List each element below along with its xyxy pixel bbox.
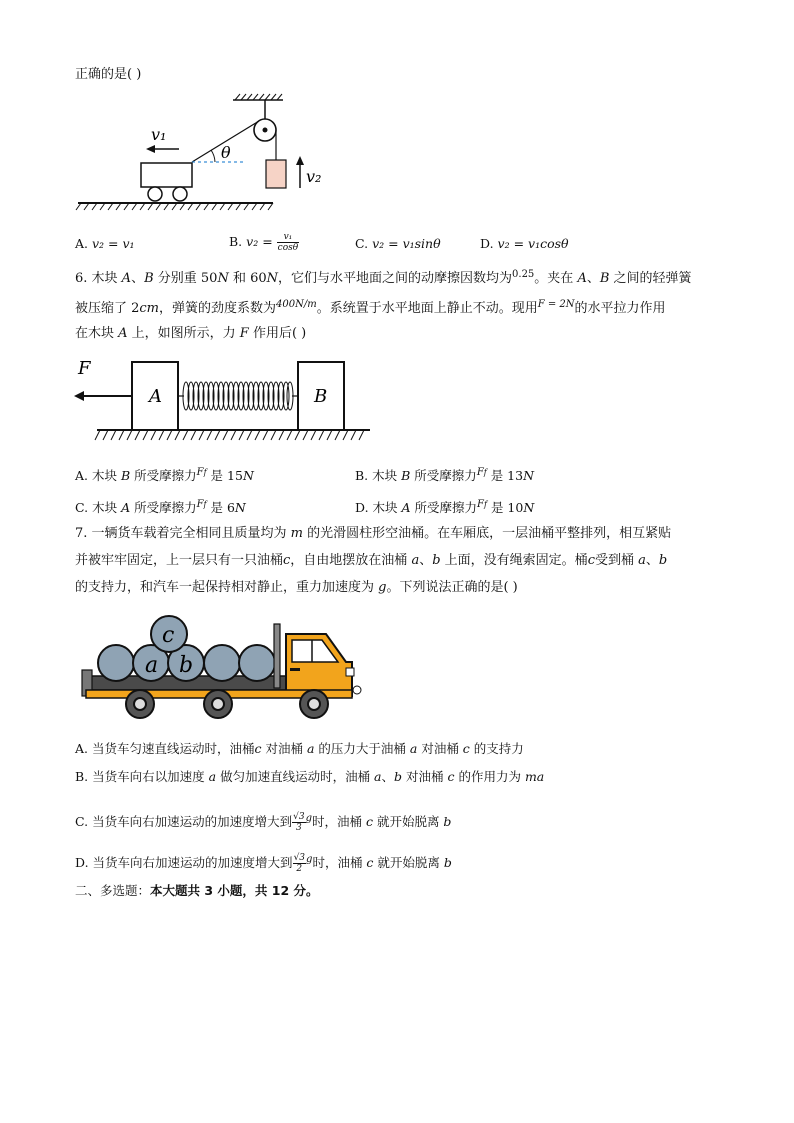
q7-text: ，自由地摆放在油桶 bbox=[290, 553, 412, 568]
q5-stem-tail: 正确的是( ) bbox=[75, 67, 142, 82]
q7-text: 的支持力，和汽车一起保持相对静止，重力加速度为 bbox=[75, 580, 379, 595]
block-b-label: B bbox=[314, 386, 328, 407]
option-var-g: g bbox=[305, 813, 312, 824]
q5-option-b[interactable] bbox=[229, 232, 299, 253]
q7-text: 7. 一辆货车载着完全相同且质量均为 bbox=[75, 526, 291, 541]
fraction-numerator: √3 bbox=[293, 853, 306, 863]
q5-option-a-expr: v₂ = v₁ bbox=[92, 236, 135, 251]
q6-stem-line3 bbox=[75, 325, 306, 343]
option-text: 是 15 bbox=[206, 468, 243, 483]
q7-stem-line1 bbox=[75, 525, 671, 543]
q5-option-b-numerator: v₁ bbox=[277, 232, 300, 243]
option-var: c bbox=[365, 814, 373, 829]
q7-option-d-fraction bbox=[293, 853, 306, 874]
option-var: A bbox=[121, 500, 131, 515]
q6-text: 在木块 bbox=[75, 326, 119, 341]
v2-label: v₂ bbox=[306, 167, 322, 186]
q6-text: 、 bbox=[131, 271, 145, 286]
option-unit: N bbox=[523, 500, 535, 515]
option-text: 当货车向右加速运动的加速度增大到 bbox=[92, 855, 293, 870]
option-text: 当货车向右加速运动的加速度增大到 bbox=[92, 814, 293, 829]
option-text: 就开始脱离 bbox=[372, 814, 444, 829]
option-text: 、 bbox=[381, 769, 395, 784]
q7-text: 、 bbox=[419, 553, 433, 568]
q7-text: 上面，没有绳索固定。桶 bbox=[440, 553, 588, 568]
q7-stem-line2 bbox=[75, 552, 667, 570]
q5-option-a[interactable] bbox=[75, 235, 135, 253]
q5-option-d-expr: v₂ = v₁cosθ bbox=[497, 236, 569, 251]
option-var: a bbox=[306, 741, 315, 756]
q6-unit-N: N bbox=[266, 271, 279, 286]
q5-option-b-lhs: v₂ = bbox=[246, 234, 273, 249]
option-var: b bbox=[443, 814, 452, 829]
option-text: 的作用力为 bbox=[454, 769, 525, 784]
q7-var-b: b bbox=[658, 553, 668, 568]
q6-unit-N: N bbox=[217, 271, 229, 286]
q6-var-A: A bbox=[577, 271, 587, 286]
q6-text: 之间的轻弹簧 bbox=[609, 271, 692, 286]
force-label: F bbox=[78, 358, 91, 379]
q7-option-c-fraction bbox=[292, 812, 305, 833]
q6-text: ，弹簧的劲度系数为 bbox=[159, 301, 277, 316]
q6-text: 分别重 50 bbox=[153, 271, 218, 286]
friction-symbol: F bbox=[476, 467, 484, 478]
option-letter: B. bbox=[355, 468, 369, 483]
option-var: b bbox=[443, 855, 452, 870]
q7-option-d[interactable] bbox=[75, 847, 452, 876]
option-var: c bbox=[366, 855, 374, 870]
option-text: 的支持力 bbox=[469, 741, 524, 756]
q5-option-d-letter: D. bbox=[480, 236, 494, 251]
option-text: 木块 bbox=[92, 468, 121, 483]
v1-label: v₁ bbox=[151, 125, 167, 144]
option-letter: D. bbox=[75, 855, 89, 870]
option-text: 当货车向右以加速度 bbox=[92, 769, 209, 784]
option-var-g: g bbox=[306, 854, 313, 865]
option-text: 木块 bbox=[372, 468, 402, 483]
q6-spring-figure bbox=[72, 352, 372, 452]
option-unit: N bbox=[242, 468, 254, 483]
section-heading bbox=[75, 882, 319, 900]
q5-option-b-fraction bbox=[277, 232, 300, 253]
q6-stem-line2 bbox=[75, 296, 666, 318]
option-letter: A. bbox=[75, 741, 89, 756]
q7-option-b[interactable] bbox=[75, 768, 544, 786]
option-text: 时，油桶 bbox=[311, 814, 366, 829]
option-unit: N bbox=[523, 468, 535, 483]
q7-text: 并被牢牢固定，上一层只有一只油桶 bbox=[75, 553, 284, 568]
fraction-denominator: 2 bbox=[296, 864, 303, 874]
q5-option-d[interactable] bbox=[480, 235, 569, 253]
q6-text: 、 bbox=[586, 271, 600, 286]
option-var: B bbox=[120, 468, 131, 483]
option-text: 的压力大于油桶 bbox=[314, 741, 410, 756]
option-text: 就开始脱离 bbox=[373, 855, 444, 870]
q6-mu-value: 0.25 bbox=[512, 269, 535, 280]
option-text: 做匀加速直线运动时，油桶 bbox=[216, 769, 375, 784]
section-prefix: 二、多选题： bbox=[75, 883, 151, 898]
option-text: 是 13 bbox=[486, 468, 524, 483]
q6-text: 。夹在 bbox=[534, 271, 578, 286]
option-text: 对油桶 bbox=[417, 741, 463, 756]
q6-force-value: F = 2N bbox=[537, 299, 575, 310]
q6-var-B: B bbox=[144, 271, 154, 286]
block-a-label: A bbox=[149, 386, 162, 407]
q7-stem-line3 bbox=[75, 579, 518, 597]
q7-option-c[interactable] bbox=[75, 806, 451, 835]
option-var: c bbox=[447, 769, 455, 784]
option-var: a bbox=[409, 741, 418, 756]
q6-var-A: A bbox=[118, 326, 128, 341]
q7-var-g: g bbox=[378, 580, 387, 595]
option-text: 所受摩擦力 bbox=[130, 500, 197, 515]
option-text: 所受摩擦力 bbox=[410, 500, 478, 515]
option-text: 所受摩擦力 bbox=[130, 468, 197, 483]
q6-k-value: 400N/m bbox=[276, 299, 317, 310]
q6-text: ，它们与水平地面之间的动摩擦因数均为 bbox=[278, 271, 513, 286]
friction-symbol: F bbox=[196, 499, 204, 510]
friction-subscript: f bbox=[203, 500, 207, 509]
option-letter: A. bbox=[75, 468, 89, 483]
q5-option-b-letter: B. bbox=[229, 234, 243, 249]
option-var: ma bbox=[524, 769, 545, 784]
barrel-a-label: a bbox=[145, 653, 159, 678]
q7-option-a[interactable] bbox=[75, 740, 524, 758]
q6-option-a[interactable] bbox=[75, 464, 254, 485]
option-var: B bbox=[401, 468, 411, 483]
q6-text: 被压缩了 2 bbox=[75, 301, 140, 316]
option-var: a bbox=[208, 769, 217, 784]
option-text: 时，油桶 bbox=[312, 855, 367, 870]
q6-var-A: A bbox=[121, 271, 132, 286]
q5-option-a-letter: A. bbox=[75, 236, 89, 251]
option-text: 当货车匀速直线运动时，油桶 bbox=[92, 741, 255, 756]
option-var: a bbox=[374, 769, 382, 784]
option-letter: C. bbox=[75, 500, 89, 515]
q7-var-c: c bbox=[283, 553, 291, 568]
option-letter: B. bbox=[75, 769, 89, 784]
q6-option-d[interactable] bbox=[355, 496, 534, 517]
option-text: 木块 bbox=[372, 500, 402, 515]
option-text: 所受摩擦力 bbox=[410, 468, 477, 483]
q6-text: 和 60 bbox=[228, 271, 267, 286]
q7-text: 受到桶 bbox=[594, 553, 639, 568]
friction-subscript: f bbox=[484, 500, 487, 509]
q6-option-c[interactable] bbox=[75, 496, 246, 517]
friction-symbol: F bbox=[477, 499, 484, 510]
friction-subscript: f bbox=[203, 468, 207, 477]
q6-option-b[interactable] bbox=[355, 464, 534, 485]
q7-var-c: c bbox=[587, 553, 595, 568]
q6-stem-line1 bbox=[75, 266, 692, 288]
q6-text: 作用后( ) bbox=[248, 326, 307, 341]
fraction-denominator: 3 bbox=[295, 823, 302, 833]
option-var: c bbox=[254, 741, 262, 756]
q6-text: 的水平拉力作用 bbox=[574, 301, 666, 316]
option-var: b bbox=[394, 769, 403, 784]
q7-text: 的光滑圆柱形空油桶。在车厢底，一层油桶平整排列，相互紧贴 bbox=[303, 526, 672, 541]
q7-text: 。下列说法正确的是( ) bbox=[386, 580, 518, 595]
q6-text: 。系统置于水平地面上静止不动。现用 bbox=[316, 301, 538, 316]
option-var: A bbox=[401, 500, 411, 515]
option-text: 是 6 bbox=[206, 500, 235, 515]
option-letter: D. bbox=[355, 500, 369, 515]
q7-var-a: a bbox=[411, 553, 420, 568]
q7-var-b: b bbox=[432, 553, 441, 568]
q5-option-c[interactable] bbox=[355, 235, 441, 253]
option-var: c bbox=[462, 741, 470, 756]
q7-var-a: a bbox=[638, 553, 646, 568]
q7-var-m: m bbox=[290, 526, 303, 541]
q7-text: 、 bbox=[645, 553, 659, 568]
section-title: 本大题共 3 小题，共 12 分。 bbox=[150, 883, 319, 898]
fraction-numerator: √3 bbox=[293, 812, 305, 822]
option-text: 木块 bbox=[92, 500, 122, 515]
barrel-c-label: c bbox=[162, 623, 175, 648]
q6-text: 6. 木块 bbox=[75, 271, 122, 286]
friction-symbol: F bbox=[196, 467, 204, 478]
q6-text: 上，如图所示，力 bbox=[127, 326, 240, 341]
q5-option-c-letter: C. bbox=[355, 236, 369, 251]
option-text: 是 10 bbox=[486, 500, 524, 515]
q6-var-F: F bbox=[239, 326, 249, 341]
q5-pulley-figure bbox=[75, 90, 322, 218]
theta-label: θ bbox=[221, 143, 231, 162]
barrel-b-label: b bbox=[179, 653, 194, 678]
friction-subscript: f bbox=[483, 468, 487, 477]
q5-option-c-expr: v₂ = v₁sinθ bbox=[372, 236, 441, 251]
option-text: 对油桶 bbox=[402, 769, 448, 784]
option-letter: C. bbox=[75, 814, 89, 829]
q6-var-B: B bbox=[599, 271, 610, 286]
q5-option-b-denominator: cosθ bbox=[277, 243, 299, 253]
q6-unit-cm: cm bbox=[139, 301, 160, 316]
option-text: 对油桶 bbox=[261, 741, 307, 756]
option-unit: N bbox=[234, 500, 246, 515]
q7-truck-figure bbox=[78, 612, 363, 727]
